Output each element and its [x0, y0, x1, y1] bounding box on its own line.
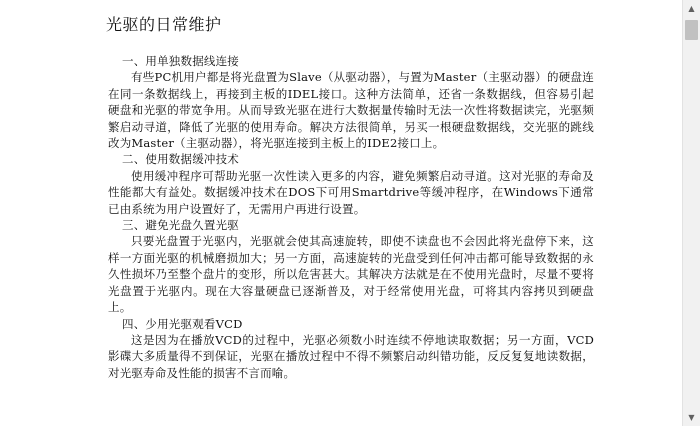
section-paragraph-3 — [108, 233, 594, 315]
section-heading-text: 二、使用数据缓冲技术 — [122, 152, 239, 167]
document-body — [108, 53, 594, 381]
scroll-up-arrow-icon[interactable]: ▲ — [688, 4, 695, 13]
section-heading-1 — [108, 53, 594, 69]
scroll-down-arrow-icon[interactable]: ▼ — [688, 413, 695, 422]
section-paragraph-2 — [108, 168, 594, 217]
section-heading-2 — [108, 151, 594, 167]
scroll-thumb[interactable] — [685, 20, 698, 40]
vertical-scrollbar[interactable] — [682, 0, 700, 426]
paragraph-text: 有些PC机用户都是将光盘置为Slave（从驱动器），与置为Master（主驱动器）的硬盘连在同一条数据线上，再接到主板的IDEL接口。这种方法简单，还省一条数据线，但容易引起硬盘和光驱的带宽争用。从而导致光驱在进行大数据量传输时无法一次性将数据读完，光驱频繁启动寻道，降低了光驱的使用寿命。解决方法很简单，另买一根硬盘数据线，交光驱的跳线改为Master（主驱动器），将光驱连接到主板上的IDE2接口上。 — [108, 70, 594, 151]
document-title: 光驱的日常维护 — [106, 15, 222, 34]
section-paragraph-4 — [108, 332, 594, 381]
paragraph-text: 使用缓冲程序可帮助光驱一次性读入更多的内容，避免频繁启动寻道。这对光驱的寿命及性能都大有益处。数据缓冲技术在DOS下可用Smartdrive等缓冲程序，在Windows下通常已由系统为用户设置好了，无需用户再进行设置。 — [108, 168, 594, 216]
section-heading-text: 四、少用光驱观看VCD — [122, 316, 243, 331]
section-heading-text: 一、用单独数据线连接 — [122, 54, 239, 68]
section-heading-3 — [108, 217, 594, 233]
paragraph-text: 这是因为在播放VCD的过程中，光驱必须数小时连续不停地读取数据；另一方面，VCD影碟大多质量得不到保证，光驱在播放过程中不得不频繁启动纠错功能，反反复复地读数据，对光驱寿命及性能的损害不言而喻。 — [108, 332, 594, 380]
paragraph-text: 只要光盘置于光驱内，光驱就会使其高速旋转，即使不读盘也不会因此将光盘停下来，这样一方面光驱的机械磨损加大；另一方面，高速旋转的光盘受到任何冲击都可能导致数据的永久性损坏乃至整个盘片的变形，所以危害甚大。其解决方法就是在不使用光盘时，尽量不要将光盘置于光驱内。现在大容量硬盘已逐渐普及，对于经常使用光盘，可将其内容拷贝到硬盘上。 — [108, 234, 594, 315]
section-heading-text: 三、避免光盘久置光驱 — [122, 218, 239, 233]
section-paragraph-1 — [108, 69, 594, 151]
scroll-track[interactable] — [685, 17, 698, 409]
section-heading-4 — [108, 316, 594, 332]
